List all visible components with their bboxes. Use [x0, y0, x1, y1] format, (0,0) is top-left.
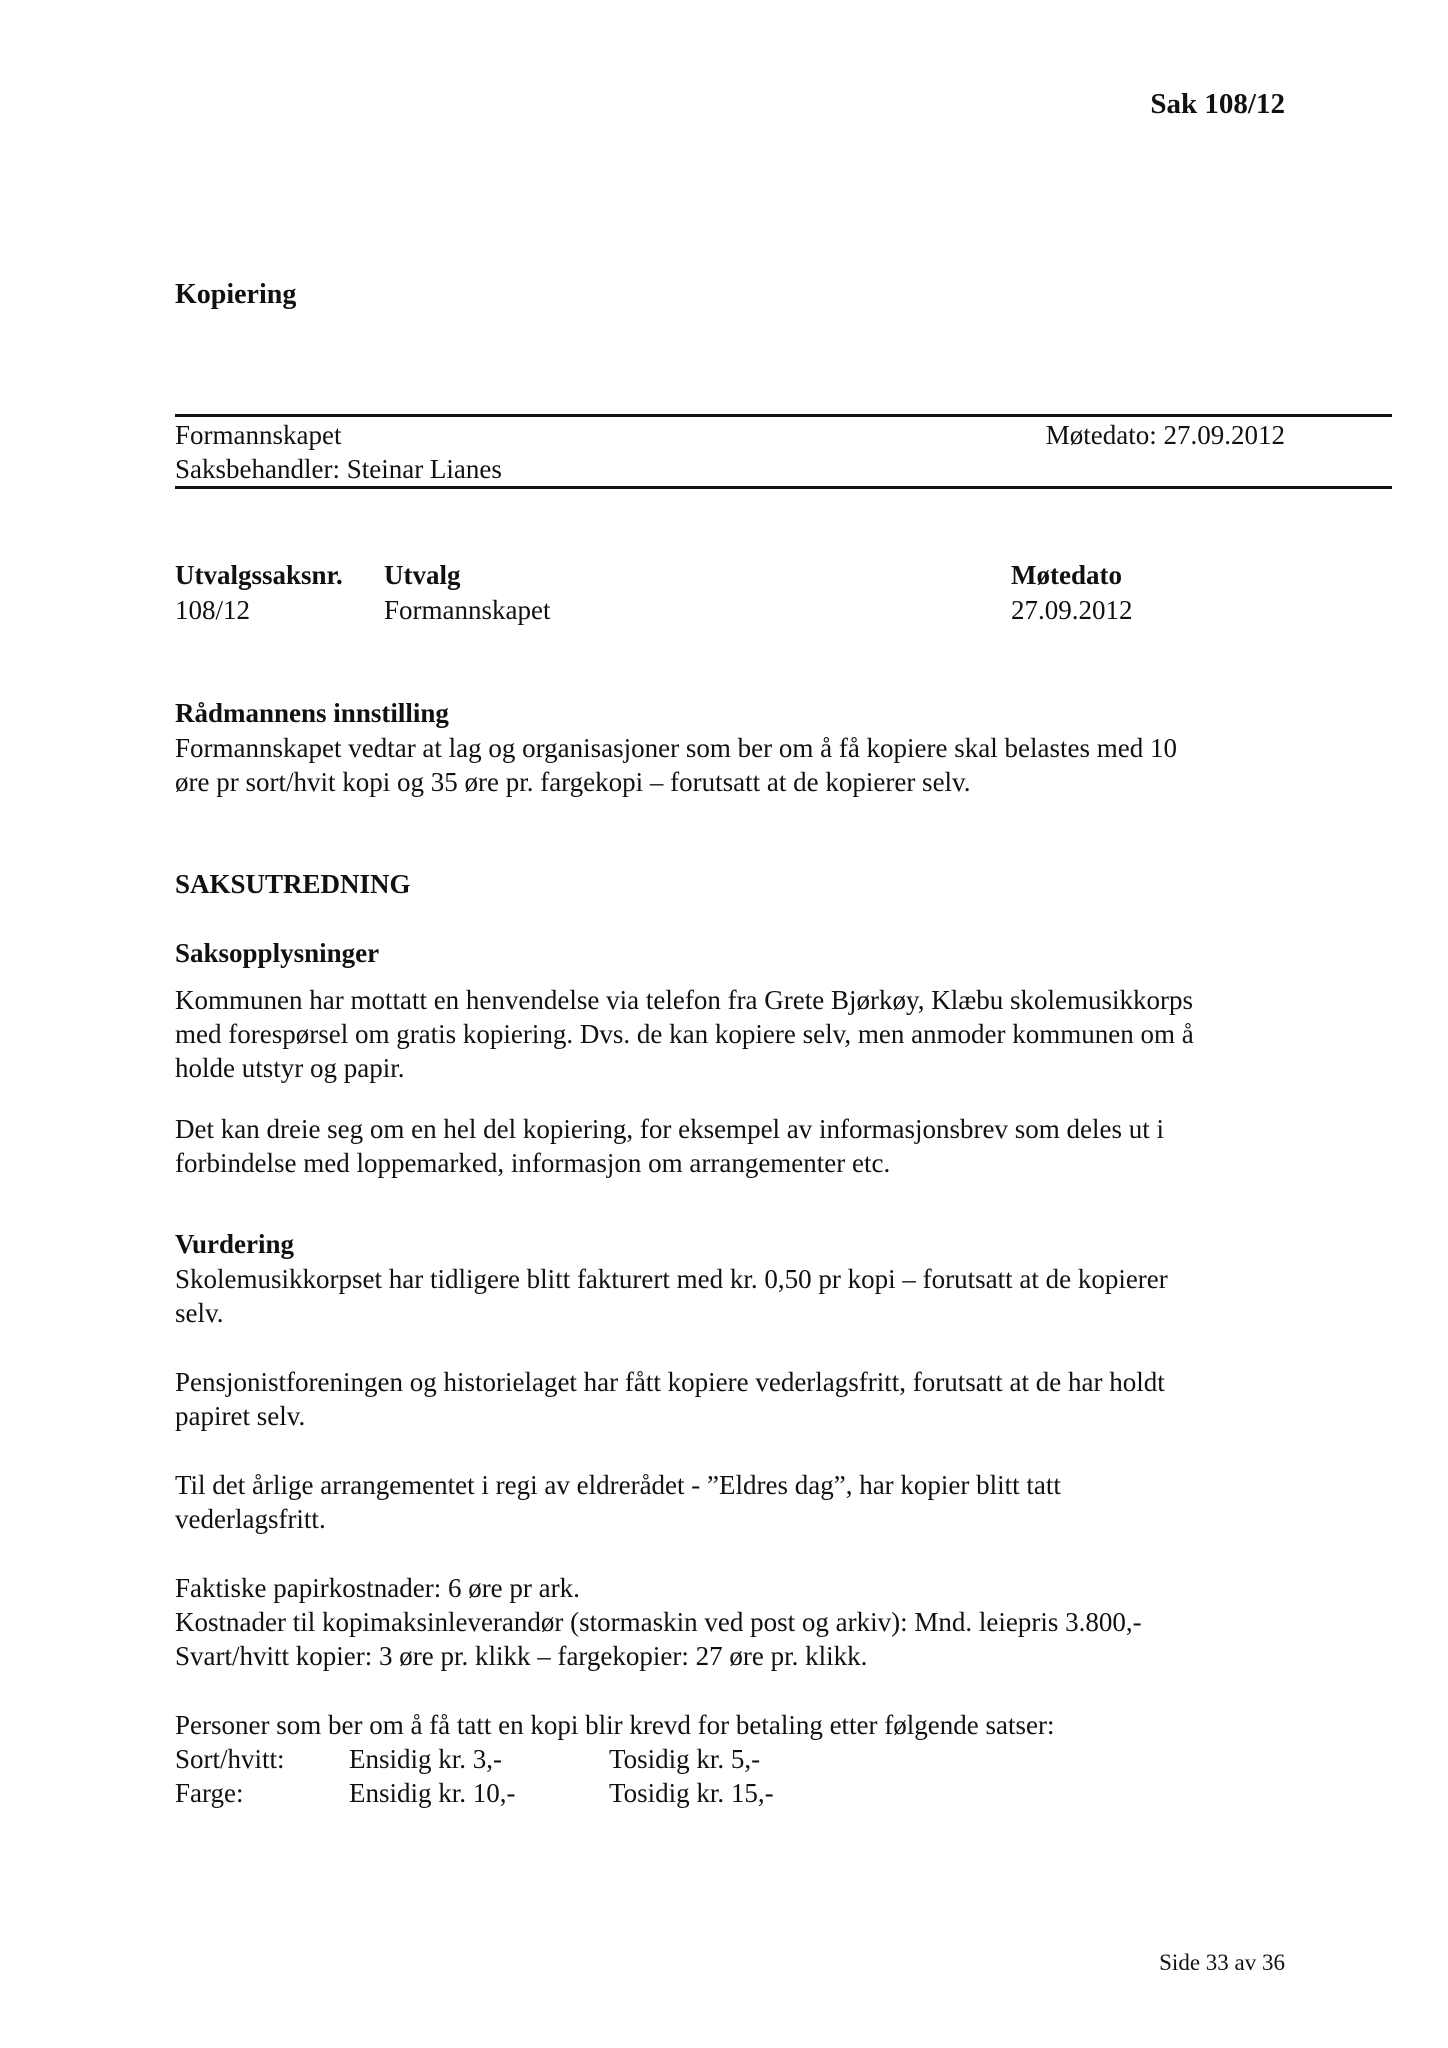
case-reference: Sak 108/12 — [1150, 88, 1285, 120]
rate-row-color — [175, 1776, 1075, 1810]
text-line: Kostnader til kopimaksinleverandør (stormaskin ved post og arkiv): Mnd. leiepris 3.800,- — [175, 1607, 1142, 1637]
rate-double-sided: Tosidig kr. 15,- — [609, 1778, 774, 1808]
rate-double-sided: Tosidig kr. 5,- — [609, 1744, 761, 1774]
text-line: vederlagsfritt. — [175, 1504, 326, 1534]
table-cell-case-no: 108/12 — [175, 595, 251, 625]
rate-single-sided: Ensidig kr. 3,- — [349, 1744, 502, 1774]
text-line: Til det årlige arrangementet i regi av eldrerådet - ”Eldres dag”, har kopier blitt tatt — [175, 1470, 1061, 1500]
table-header-case-no: Utvalgssaksnr. — [175, 560, 343, 590]
table-header-committee: Utvalg — [384, 560, 461, 590]
text-line: Kommunen har mottatt en henvendelse via telefon fra Grete Bjørkøy, Klæbu skolemusikkorps — [175, 985, 1194, 1015]
bottom-rule — [175, 486, 1392, 489]
text-line: Formannskapet vedtar at lag og organisasjoner som ber om å få kopiere skal belastes med 10 — [175, 733, 1177, 763]
assessment-paragraph-1 — [175, 1262, 1168, 1330]
facts-paragraph-1 — [175, 983, 1194, 1085]
assessment-paragraph-4 — [175, 1571, 1142, 1673]
assessment-paragraph-2 — [175, 1365, 1165, 1433]
committee-name: Formannskapet — [175, 420, 342, 450]
table-cell-date: 27.09.2012 — [1011, 595, 1133, 625]
rate-single-sided: Ensidig kr. 10,- — [349, 1778, 516, 1808]
text-line: Svart/hvitt kopier: 3 øre pr. klikk – fargekopier: 27 øre pr. klikk. — [175, 1641, 868, 1671]
case-officer: Saksbehandler: Steinar Lianes — [175, 454, 502, 484]
rate-type: Farge: — [175, 1778, 244, 1808]
text-line: med forespørsel om gratis kopiering. Dvs. de kan kopiere selv, men anmoder kommunen om å — [175, 1019, 1194, 1049]
top-rule — [175, 414, 1392, 417]
meeting-date: Møtedato: 27.09.2012 — [1045, 420, 1285, 450]
text-line: Det kan dreie seg om en hel del kopiering, for eksempel av informasjonsbrev som deles ut i — [175, 1114, 1164, 1144]
text-line: Faktiske papirkostnader: 6 øre pr ark. — [175, 1573, 580, 1603]
text-line: Pensjonistforeningen og historielaget har fått kopiere vederlagsfritt, forutsatt at de har holdt — [175, 1367, 1165, 1397]
table-header-date: Møtedato — [1011, 560, 1122, 590]
document-title: Kopiering — [175, 279, 297, 310]
text-line: øre pr sort/hvit kopi og 35 øre pr. fargekopi – forutsatt at de kopierer selv. — [175, 767, 971, 797]
table-cell-committee: Formannskapet — [384, 595, 551, 625]
recommendation-heading: Rådmannens innstilling — [175, 698, 449, 728]
section-heading: SAKSUTREDNING — [175, 869, 411, 899]
page-number: Side 33 av 36 — [1159, 1950, 1285, 1975]
facts-heading: Saksopplysninger — [175, 938, 380, 968]
text-line: Skolemusikkorpset har tidligere blitt fakturert med kr. 0,50 pr kopi – forutsatt at de kopierer — [175, 1264, 1168, 1294]
assessment-heading: Vurdering — [175, 1229, 295, 1259]
rates-intro: Personer som ber om å få tatt en kopi blir krevd for betaling etter følgende satser: — [175, 1710, 1055, 1740]
text-line: papiret selv. — [175, 1401, 306, 1431]
rate-row-bw — [175, 1742, 1075, 1776]
assessment-paragraph-3 — [175, 1468, 1061, 1536]
rate-type: Sort/hvitt: — [175, 1744, 285, 1774]
text-line: forbindelse med loppemarked, informasjon om arrangementer etc. — [175, 1148, 891, 1178]
recommendation-text — [175, 731, 1177, 799]
text-line: selv. — [175, 1298, 224, 1328]
facts-paragraph-2 — [175, 1112, 1164, 1180]
text-line: holde utstyr og papir. — [175, 1053, 405, 1083]
